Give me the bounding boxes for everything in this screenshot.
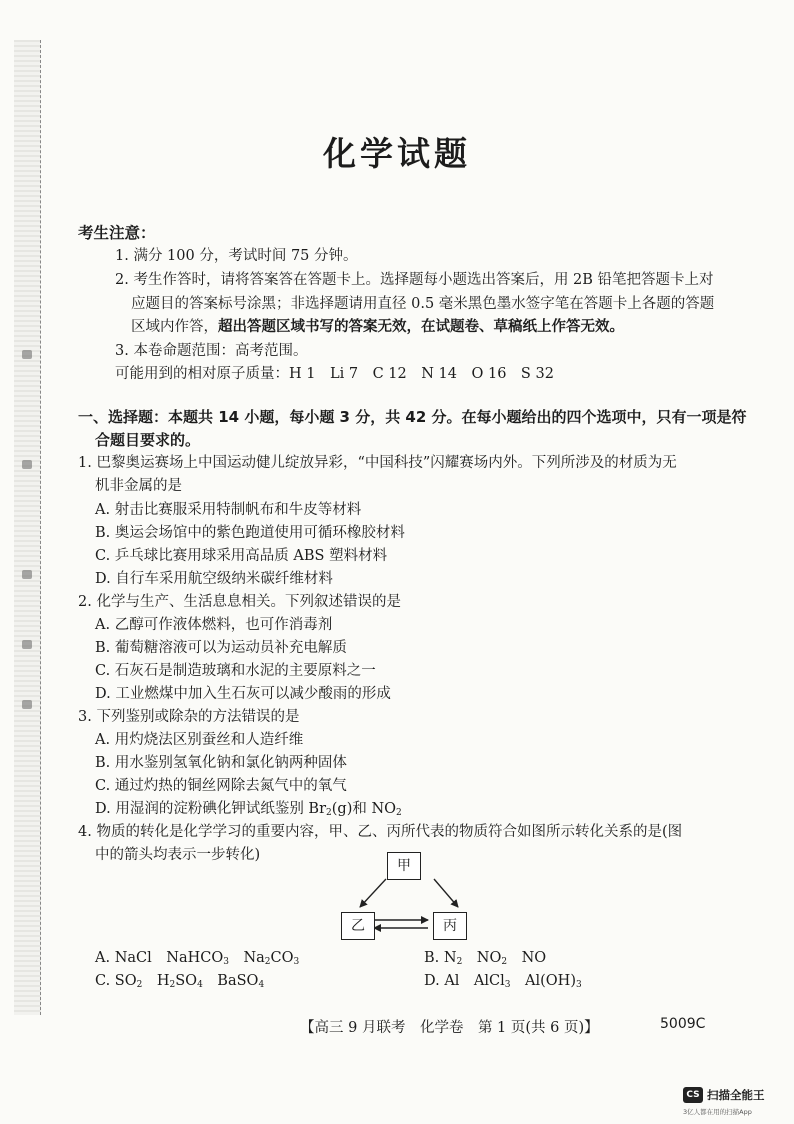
q1-option-c: C. 乒乓球比赛用球采用高品质 ABS 塑料材料 — [95, 548, 388, 564]
scanner-tagline: 3亿人都在用的扫描App — [683, 1108, 752, 1116]
q4-c-t4: SO — [175, 973, 198, 989]
notice-item-1: 1. 满分 100 分，考试时间 75 分钟。 — [115, 248, 358, 264]
q3-option-a: A. 用灼烧法区别蚕丝和人造纤维 — [95, 732, 304, 748]
notice-item-2-line-2: 应题目的答案标号涂黑；非选择题请用直径 0.5 毫米黑色墨水签字笔在答题卡上各题的答题 — [131, 296, 715, 312]
q4-c-t6: BaSO — [202, 973, 259, 989]
q4-option-a — [95, 948, 299, 968]
q3-option-b: B. 用水鉴别氢氧化钠和氯化钠两种固体 — [95, 755, 347, 771]
q1-stem-line-2: 机非金属的是 — [95, 478, 182, 494]
q4-c-s1: 2 — [136, 980, 143, 990]
scanner-name: 扫描全能王 — [707, 1088, 765, 1102]
q3-option-d-text-2: (g)和 NO — [331, 801, 397, 817]
binding-mark — [22, 350, 32, 359]
section-1-heading-line-2: 合题目要求的。 — [95, 431, 201, 449]
q4-c-s3: 2 — [169, 980, 176, 990]
q3-option-d-sub: 2 — [326, 808, 332, 818]
binding-margin — [14, 40, 41, 1015]
q3-stem: 3. 下列鉴别或除杂的方法错误的是 — [78, 709, 300, 725]
notice-heading: 考生注意： — [78, 224, 156, 242]
q2-option-b: B. 葡萄糖溶液可以为运动员补充电解质 — [95, 640, 347, 656]
q4-a-t0: A. NaCl NaHCO — [95, 950, 224, 966]
diagram-node-right: 丙 — [433, 912, 467, 940]
q1-option-b: B. 奥运会场馆中的紫色跑道使用可循环橡胶材料 — [95, 525, 405, 541]
q2-stem: 2. 化学与生产、生活息息相关。下列叙述错误的是 — [78, 594, 401, 610]
q2-option-d: D. 工业燃煤中加入生石灰可以减少酸雨的形成 — [95, 686, 391, 702]
q4-d-s3: 3 — [575, 980, 582, 990]
q2-option-a: A. 乙醇可作液体燃料，也可作消毒剂 — [95, 617, 333, 633]
q1-option-d: D. 自行车采用航空级纳米碳纤维材料 — [95, 571, 333, 587]
q4-d-t2: Al(OH) — [510, 973, 576, 989]
page-title: 化学试题 — [323, 134, 471, 173]
q4-c-s5: 4 — [197, 980, 203, 990]
q4-b-t2: NO — [462, 950, 502, 966]
q4-stem-line-1: 4. 物质的转化是化学学习的重要内容，甲、乙、丙所代表的物质符合如图所示转化关系的是(图 — [78, 824, 683, 840]
q4-c-t2: H — [142, 973, 170, 989]
q4-d-s1: 3 — [504, 980, 511, 990]
q4-a-s1: 3 — [223, 957, 229, 967]
q4-b-s3: 2 — [501, 957, 508, 967]
notice-item-2-line-3 — [131, 317, 624, 337]
q1-stem-line-1: 1. 巴黎奥运赛场上中国运动健儿绽放异彩，“中国科技”闪耀赛场内外。下列所涉及的材质为无 — [78, 455, 677, 471]
q4-b-s1: 2 — [456, 957, 463, 967]
q4-a-s5: 3 — [293, 957, 300, 967]
q4-a-s3: 2 — [264, 957, 271, 967]
binding-mark — [22, 640, 32, 649]
notice-item-2-line-1: 2. 考生作答时，请将答案答在答题卡上。选择题每小题选出答案后，用 2B 铅笔把答题卡上对 — [115, 272, 714, 288]
page-footer: 【高三 9 月联考 化学卷 第 1 页(共 6 页)】 — [300, 1020, 599, 1036]
q4-d-t0: D. Al AlCl — [424, 973, 505, 989]
q4-c-s7: 4 — [258, 980, 265, 990]
binding-mark — [22, 570, 32, 579]
q4-c-t0: C. SO — [95, 973, 137, 989]
section-1-heading-line-1: 一、选择题：本题共 14 小题，每小题 3 分，共 42 分。在每小题给出的四个选项中，只有一项是符 — [78, 408, 747, 426]
q4-a-t2: Na — [228, 950, 265, 966]
arrow-top-to-right — [434, 879, 458, 907]
q4-b-t4: NO — [507, 950, 547, 966]
notice-item-2-line-3-normal: 区域内作答， — [131, 319, 218, 335]
scanner-watermark — [683, 1085, 788, 1117]
notice-item-2-line-3-bold: 超出答题区域书写的答案无效，在试题卷、草稿纸上作答无效。 — [218, 319, 624, 335]
q1-option-a: A. 射击比赛服采用特制帆布和牛皮等材料 — [95, 502, 362, 518]
q3-option-c: C. 通过灼热的铜丝网除去氮气中的氧气 — [95, 778, 347, 794]
diagram-node-left: 乙 — [341, 912, 375, 940]
notice-item-3: 3. 本卷命题范围：高考范围。 — [115, 343, 308, 359]
binding-mark — [22, 700, 32, 709]
diagram-node-top: 甲 — [387, 852, 421, 880]
binding-mark — [22, 460, 32, 469]
q3-option-d-text: D. 用湿润的淀粉碘化钾试纸鉴别 Br — [95, 801, 327, 817]
q4-option-d — [424, 971, 582, 991]
arrow-top-to-left — [360, 879, 386, 907]
camscanner-logo-icon: CS — [683, 1087, 703, 1103]
q2-option-c: C. 石灰石是制造玻璃和水泥的主要原料之一 — [95, 663, 376, 679]
q4-option-c — [95, 971, 264, 991]
q4-option-b — [424, 948, 546, 968]
q4-stem-line-2: 中的箭头均表示一步转化) — [95, 847, 261, 863]
q4-a-t4: CO — [270, 950, 294, 966]
q3-option-d-sub-2: 2 — [396, 808, 402, 818]
q3-option-d — [95, 799, 402, 819]
q4-b-t0: B. N — [424, 950, 457, 966]
atomic-masses: 可能用到的相对原子质量：H 1 Li 7 C 12 N 14 O 16 S 32 — [115, 366, 554, 382]
paper-code: 5009C — [660, 1016, 706, 1032]
